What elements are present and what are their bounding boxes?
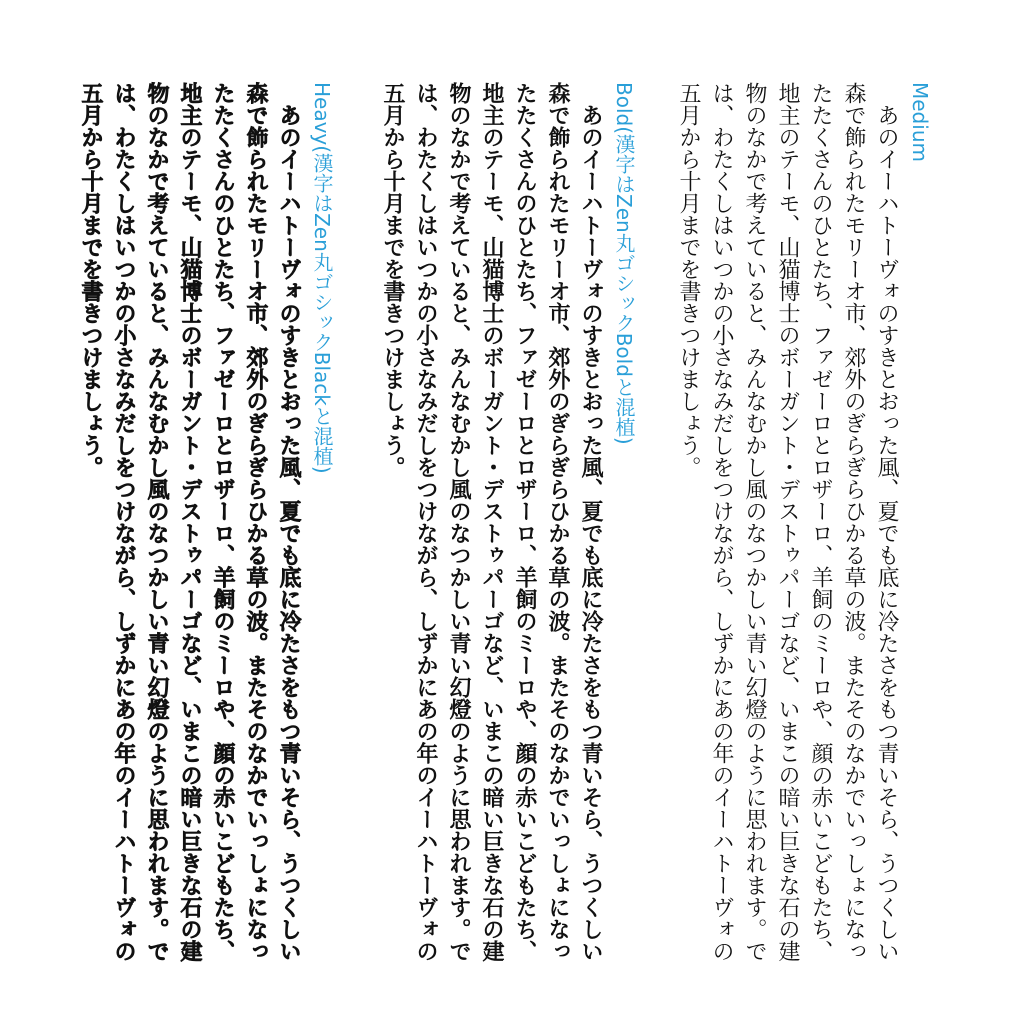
weight-label-heavy: Heavy(漢字はZen丸ゴシックBlackと混植) <box>310 82 334 474</box>
bold-weight-sample <box>380 82 640 962</box>
sample-paragraph-heavy: あのイーハトーヴォのすきとおった風、夏でも底に冷たさをもつ青いそら、うつくしい森で飾られたモリーオ市、郊外のぎらぎらひかる草の波。またそのなかでいっしょになったたくさんのひとたち、ファゼーロとロザーロ、羊飼のミーロや、顔の赤いこどもたち、地主のテーモ、山猫博士のボーガント・デストゥパーゴなど、いまこの暗い巨きな石の建物のなかで考えていると、みんなむかし風のなつかしい青い幻燈のように思われます。では、わたくしはいつかの小さなみだしをつけながら、しずかにあの年のイーハトーヴォの五月から十月までを書きつけましょう。 <box>78 82 301 962</box>
heavy-weight-sample <box>78 82 338 962</box>
sample-paragraph-bold: あのイーハトーヴォのすきとおった風、夏でも底に冷たさをもつ青いそら、うつくしい森で飾られたモリーオ市、郊外のぎらぎらひかる草の波。またそのなかでいっしょになったたくさんのひとたち、ファゼーロとロザーロ、羊飼のミーロや、顔の赤いこどもたち、地主のテーモ、山猫博士のボーガント・デストゥパーゴなど、いまこの暗い巨きな石の建物のなかで考えていると、みんなむかし風のなつかしい青い幻燈のように思われます。では、わたくしはいつかの小さなみだしをつけながら、しずかにあの年のイーハトーヴォの五月から十月までを書きつけましょう。 <box>380 82 603 962</box>
medium-weight-sample <box>676 82 936 962</box>
weight-label-medium: Medium <box>908 82 932 162</box>
sample-paragraph-medium: あのイーハトーヴォのすきとおった風、夏でも底に冷たさをもつ青いそら、うつくしい森で飾られたモリーオ市、郊外のぎらぎらひかる草の波。またそのなかでいっしょになったたくさんのひとたち、ファゼーロとロザーロ、羊飼のミーロや、顔の赤いこどもたち、地主のテーモ、山猫博士のボーガント・デストゥパーゴなど、いまこの暗い巨きな石の建物のなかで考えていると、みんなむかし風のなつかしい青い幻燈のように思われます。では、わたくしはいつかの小さなみだしをつけながら、しずかにあの年のイーハトーヴォの五月から十月までを書きつけましょう。 <box>676 82 899 962</box>
weight-label-bold: Bold(漢字はZen丸ゴシックBoldと混植) <box>612 82 636 445</box>
